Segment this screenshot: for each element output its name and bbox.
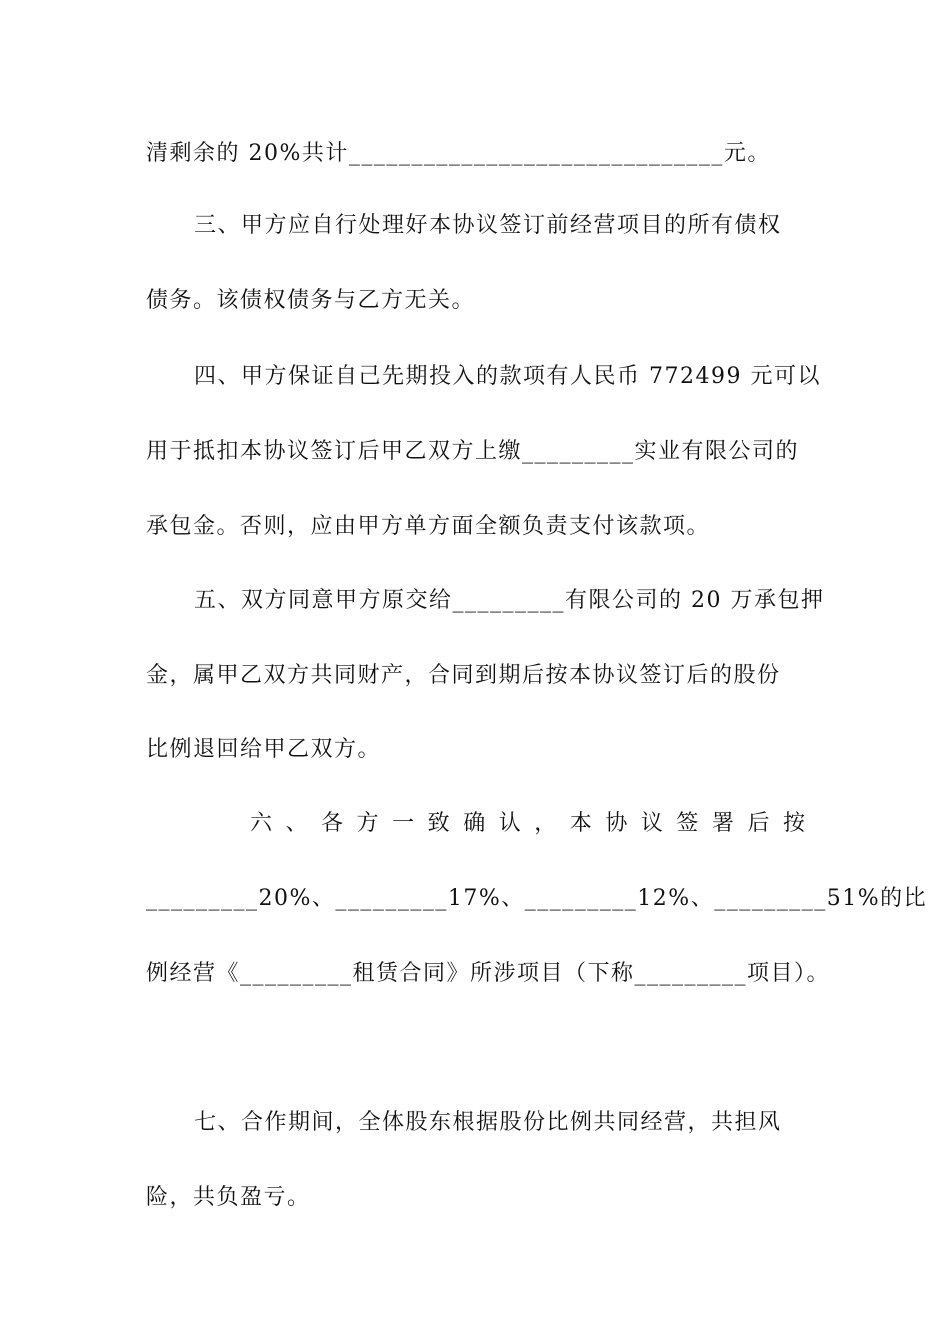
clause-6-char: 协 xyxy=(605,811,628,836)
paragraph-2-line-end: 清剩余的 20%共计______________________________元。 xyxy=(146,141,771,166)
clause-6-char: 六 xyxy=(250,811,273,836)
clause-3-line-1: 三、甲方应自行处理好本协议签订前经营项目的所有债权 xyxy=(194,213,782,238)
clause-6-char: 议 xyxy=(640,811,663,836)
clause-6-char: 后 xyxy=(747,811,770,836)
clause-6-char: 、 xyxy=(285,811,308,836)
clause-4-line-3: 承包金。否则，应由甲方单方面全额负责支付该款项。 xyxy=(146,514,711,539)
clause-6-char: 致 xyxy=(427,811,450,836)
clause-4-line-2: 用于抵扣本协议签订后甲乙双方上缴_________实业有限公司的 xyxy=(146,439,800,464)
clause-6-line-1 xyxy=(250,809,805,839)
clause-3-line-2: 债务。该债权债务与乙方无关。 xyxy=(146,288,476,313)
clause-5-line-2: 金，属甲乙双方共同财产，合同到期后按本协议签订后的股份 xyxy=(146,663,781,688)
clause-7-line-1: 七、合作期间，全体股东根据股份比例共同经营，共担风 xyxy=(194,1110,782,1135)
clause-6-char: 一 xyxy=(392,811,415,836)
clause-6-char: 方 xyxy=(356,811,379,836)
clause-5-line-1: 五、双方同意甲方原交给_________有限公司的 20 万承包押 xyxy=(194,588,825,613)
clause-6-line-3: 例经营《_________租赁合同》所涉项目（下称_________项目）。 xyxy=(146,961,831,986)
clause-6-line-2: _________20%、_________17%、_________12%、_________51%的比 xyxy=(146,886,928,911)
clause-4-line-1: 四、甲方保证自己先期投入的款项有人民币 772499 元可以 xyxy=(194,364,821,389)
clause-6-char: 签 xyxy=(676,811,699,836)
clause-6-char: 确 xyxy=(463,811,486,836)
clause-6-char: 本 xyxy=(569,811,592,836)
clause-6-char: 按 xyxy=(782,811,805,836)
clause-5-line-3: 比例退回给甲乙双方。 xyxy=(146,737,382,762)
clause-6-char: 各 xyxy=(321,811,344,836)
clause-6-char: 署 xyxy=(711,811,734,836)
clause-6-char: ， xyxy=(534,811,557,836)
clause-6-char: 认 xyxy=(498,811,521,836)
clause-7-line-2: 险，共负盈亏。 xyxy=(146,1185,311,1210)
